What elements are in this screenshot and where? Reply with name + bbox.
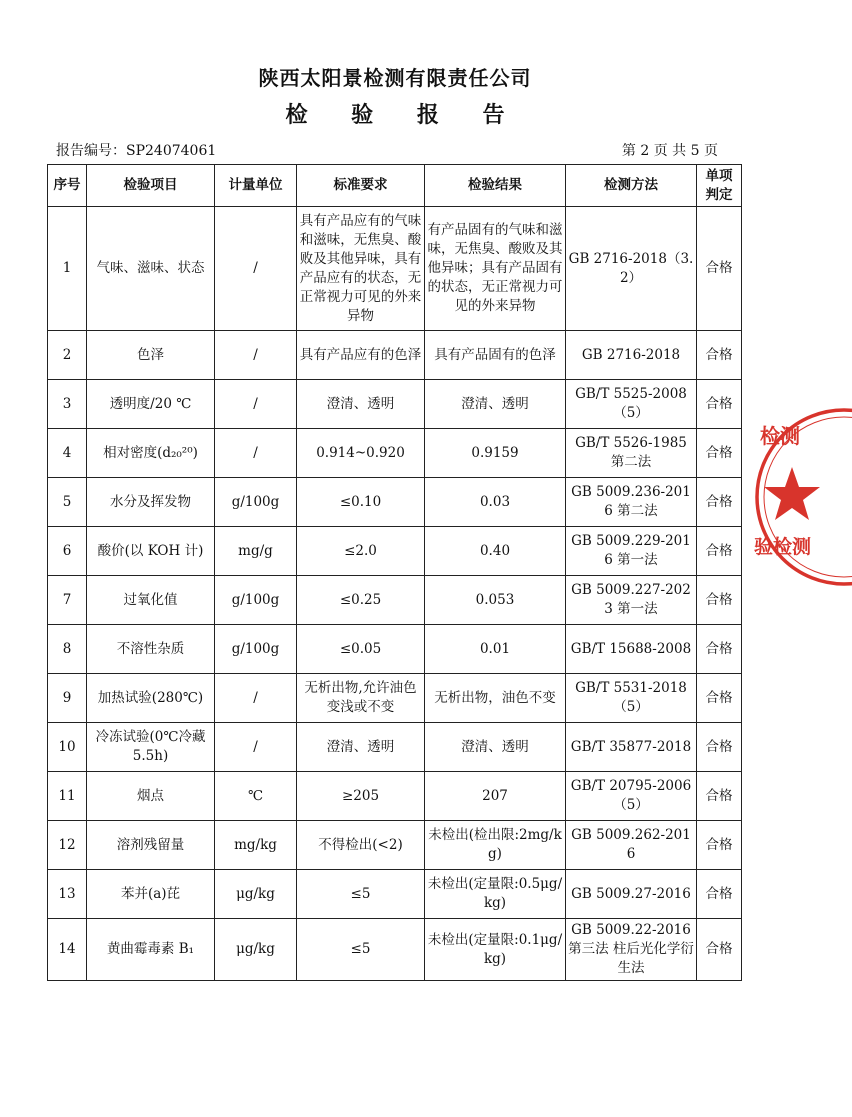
table-row [48, 429, 742, 478]
standard-requirement-cell: ≥205 [297, 772, 425, 821]
unit-cell: μg/kg [215, 919, 297, 981]
header-unit: 计量单位 [215, 165, 297, 207]
row-number-cell: 5 [48, 478, 87, 527]
test-item-cell: 气味、滋味、状态 [87, 207, 215, 331]
test-result-cell: 具有产品固有的色泽 [425, 331, 566, 380]
table-row [48, 674, 742, 723]
test-method-cell: GB 5009.22-2016 第三法 柱后光化学衍生法 [566, 919, 697, 981]
standard-requirement-cell: ≤5 [297, 919, 425, 981]
judgement-cell: 合格 [697, 429, 742, 478]
judgement-cell: 合格 [697, 821, 742, 870]
test-result-cell: 澄清、透明 [425, 380, 566, 429]
test-method-cell: GB 5009.229-2016 第一法 [566, 527, 697, 576]
row-number-cell: 2 [48, 331, 87, 380]
test-item-cell: 黄曲霉毒素 B₁ [87, 919, 215, 981]
unit-cell: / [215, 207, 297, 331]
table-row [48, 331, 742, 380]
test-method-cell: GB/T 20795-2006（5） [566, 772, 697, 821]
row-number-cell: 10 [48, 723, 87, 772]
judgement-cell: 合格 [697, 478, 742, 527]
company-name: 陕西太阳景检测有限责任公司 [258, 66, 532, 90]
header-result: 检验结果 [425, 165, 566, 207]
report-title: 检 验 报 告 [285, 103, 523, 128]
header-no: 序号 [48, 165, 87, 207]
standard-requirement-cell: ≤0.25 [297, 576, 425, 625]
test-method-cell: GB/T 5526-1985 第二法 [566, 429, 697, 478]
stamp-text-top: 检测 [760, 424, 800, 448]
test-result-cell: 0.9159 [425, 429, 566, 478]
table-row [48, 723, 742, 772]
unit-cell: mg/kg [215, 821, 297, 870]
row-number-cell: 13 [48, 870, 87, 919]
table-row [48, 625, 742, 674]
test-result-cell: 有产品固有的气味和滋味，无焦臭、酸败及其他异味；具有产品固有的状态，无正常视力可见的外来异物 [425, 207, 566, 331]
table-row [48, 870, 742, 919]
test-result-cell: 0.03 [425, 478, 566, 527]
unit-cell: g/100g [215, 576, 297, 625]
unit-cell: μg/kg [215, 870, 297, 919]
unit-cell: / [215, 380, 297, 429]
row-number-cell: 7 [48, 576, 87, 625]
test-method-cell: GB/T 5525-2008（5） [566, 380, 697, 429]
row-number-cell: 4 [48, 429, 87, 478]
test-item-cell: 色泽 [87, 331, 215, 380]
test-method-cell: GB 5009.262-2016 [566, 821, 697, 870]
judgement-cell: 合格 [697, 576, 742, 625]
standard-requirement-cell: 澄清、透明 [297, 723, 425, 772]
judgement-cell: 合格 [697, 674, 742, 723]
standard-requirement-cell: ≤0.10 [297, 478, 425, 527]
judgement-cell: 合格 [697, 380, 742, 429]
judgement-cell: 合格 [697, 772, 742, 821]
judgement-cell: 合格 [697, 625, 742, 674]
table-row [48, 207, 742, 331]
test-result-cell: 0.01 [425, 625, 566, 674]
test-method-cell: GB 5009.227-2023 第一法 [566, 576, 697, 625]
table-row [48, 772, 742, 821]
unit-cell: / [215, 674, 297, 723]
test-result-cell: 0.40 [425, 527, 566, 576]
test-method-cell: GB 5009.27-2016 [566, 870, 697, 919]
unit-cell: mg/g [215, 527, 297, 576]
test-item-cell: 水分及挥发物 [87, 478, 215, 527]
row-number-cell: 11 [48, 772, 87, 821]
test-item-cell: 酸价(以 KOH 计) [87, 527, 215, 576]
standard-requirement-cell: 不得检出(<2) [297, 821, 425, 870]
row-number-cell: 14 [48, 919, 87, 981]
test-item-cell: 烟点 [87, 772, 215, 821]
test-result-cell: 未检出(定量限:0.5μg/kg) [425, 870, 566, 919]
test-result-cell: 无析出物，油色不变 [425, 674, 566, 723]
table-row [48, 478, 742, 527]
test-item-cell: 不溶性杂质 [87, 625, 215, 674]
row-number-cell: 6 [48, 527, 87, 576]
row-number-cell: 8 [48, 625, 87, 674]
unit-cell: / [215, 429, 297, 478]
test-item-cell: 加热试验(280℃) [87, 674, 215, 723]
test-item-cell: 相对密度(d₂₀²⁰) [87, 429, 215, 478]
header-standard: 标准要求 [297, 165, 425, 207]
judgement-cell: 合格 [697, 207, 742, 331]
header-judge: 单项判定 [697, 165, 742, 207]
unit-cell: / [215, 331, 297, 380]
test-method-cell: GB 2716-2018 [566, 331, 697, 380]
test-method-cell: GB/T 15688-2008 [566, 625, 697, 674]
test-item-cell: 过氧化值 [87, 576, 215, 625]
standard-requirement-cell: 具有产品应有的色泽 [297, 331, 425, 380]
standard-requirement-cell: 无析出物,允许油色变浅或不变 [297, 674, 425, 723]
standard-requirement-cell: ≤0.05 [297, 625, 425, 674]
table-header-row [48, 165, 742, 207]
judgement-cell: 合格 [697, 527, 742, 576]
standard-requirement-cell: ≤2.0 [297, 527, 425, 576]
test-result-cell: 207 [425, 772, 566, 821]
stamp-text-bottom: 验检测 [754, 536, 812, 558]
unit-cell: / [215, 723, 297, 772]
inspection-table [47, 164, 742, 981]
test-method-cell: GB 2716-2018（3.2） [566, 207, 697, 331]
unit-cell: ℃ [215, 772, 297, 821]
stamp-star-icon [764, 467, 820, 520]
test-item-cell: 溶剂残留量 [87, 821, 215, 870]
judgement-cell: 合格 [697, 723, 742, 772]
test-item-cell: 透明度/20 ℃ [87, 380, 215, 429]
page-info: 第 2 页 共 5 页 [621, 143, 718, 159]
test-item-cell: 冷冻试验(0℃冷藏 5.5h) [87, 723, 215, 772]
header-item: 检验项目 [87, 165, 215, 207]
judgement-cell: 合格 [697, 870, 742, 919]
judgement-cell: 合格 [697, 331, 742, 380]
table-row [48, 821, 742, 870]
unit-cell: g/100g [215, 625, 297, 674]
test-result-cell: 0.053 [425, 576, 566, 625]
test-result-cell: 未检出(定量限:0.1μg/kg) [425, 919, 566, 981]
table-row [48, 527, 742, 576]
standard-requirement-cell: 具有产品应有的气味和滋味，无焦臭、酸败及其他异味，具有产品应有的状态，无正常视力可见的外来异物 [297, 207, 425, 331]
table-row [48, 576, 742, 625]
test-method-cell: GB 5009.236-2016 第二法 [566, 478, 697, 527]
standard-requirement-cell: 0.914~0.920 [297, 429, 425, 478]
test-method-cell: GB/T 35877-2018 [566, 723, 697, 772]
row-number-cell: 12 [48, 821, 87, 870]
unit-cell: g/100g [215, 478, 297, 527]
standard-requirement-cell: 澄清、透明 [297, 380, 425, 429]
test-result-cell: 澄清、透明 [425, 723, 566, 772]
test-method-cell: GB/T 5531-2018（5） [566, 674, 697, 723]
table-row [48, 380, 742, 429]
standard-requirement-cell: ≤5 [297, 870, 425, 919]
row-number-cell: 3 [48, 380, 87, 429]
row-number-cell: 9 [48, 674, 87, 723]
report-number: 报告编号：SP24074061 [56, 143, 217, 159]
row-number-cell: 1 [48, 207, 87, 331]
test-result-cell: 未检出(检出限:2mg/kg) [425, 821, 566, 870]
red-seal-stamp [752, 405, 852, 590]
test-item-cell: 苯并(a)芘 [87, 870, 215, 919]
report-meta [56, 140, 718, 160]
judgement-cell: 合格 [697, 919, 742, 981]
table-row [48, 919, 742, 981]
header-method: 检测方法 [566, 165, 697, 207]
